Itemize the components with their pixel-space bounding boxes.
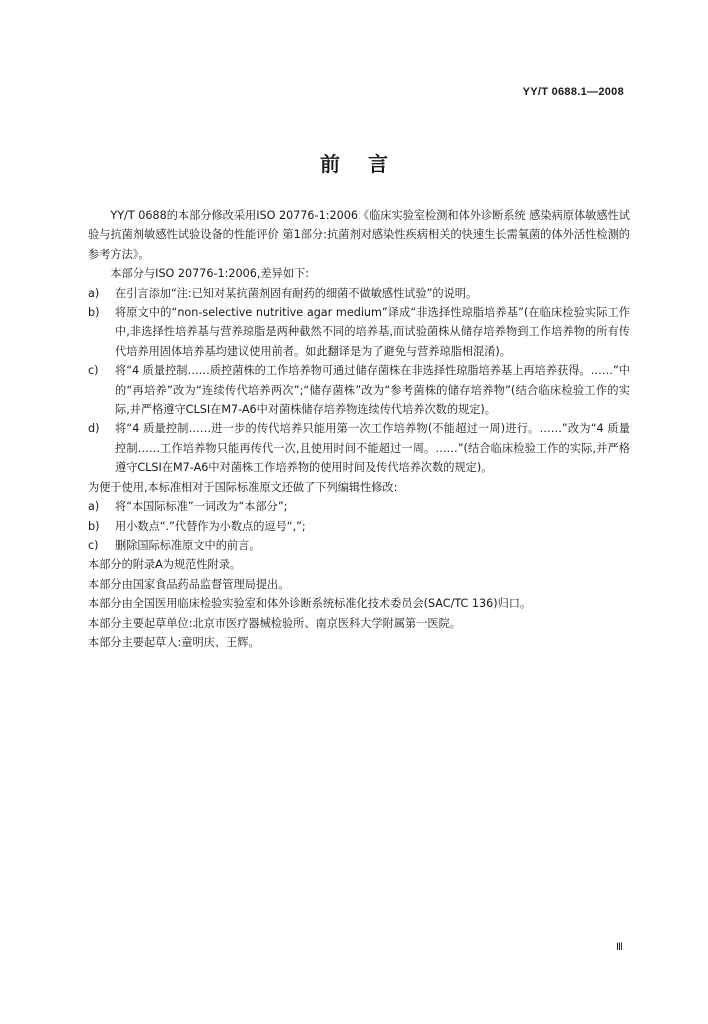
item-label: b): [88, 306, 100, 320]
difference-item-d: [88, 419, 630, 477]
item-text: 将“4 质量控制……进一步的传代培养只能用第一次工作培养物(不能超过一周)进行。……”改为“4 质量控制……工作培养物只能再传代一次,且使用时间不能超过一周。……”(结合临床检验工作的实际,并严格遵守CLSI在M7-A6中对菌株工作培养物的使用时间及传代培养次数的规定)。: [115, 422, 630, 475]
item-label: c): [88, 364, 99, 378]
item-label: a): [88, 286, 100, 300]
page-number: Ⅲ: [616, 942, 623, 953]
item-text: 用小数点“.”代替作为小数点的逗号“,”;: [115, 519, 306, 533]
edits-heading: 为便于使用,本标准相对于国际标准原文还做了下列编辑性修改:: [88, 480, 398, 494]
item-text: 将“本国际标准”一词改为“本部分”;: [115, 500, 288, 514]
standard-code: YY/T 0688.1—2008: [522, 86, 624, 98]
difference-item-c: [88, 361, 630, 419]
item-text: 将原文中的“non-selective nutritive agar medium”译成“非选择性琼脂培养基”(在临床检验实际工作中,非选择性培养基与营养琼脂是两种截然不同的培养基,而试验菌株从储存培养物到工作培养物的所有传代培养用固体培养基均建议使用前者。如此翻译是为了避免与营养琼脂相混淆)。: [115, 306, 630, 358]
differences-heading: 本部分与ISO 20776-1:2006,差异如下:: [110, 267, 309, 281]
difference-item-b: [88, 303, 630, 361]
edit-item-b: [88, 517, 630, 536]
edit-item-c: [88, 536, 630, 555]
item-label: d): [88, 422, 100, 436]
closing-line: 本部分的附录A为规范性附录。: [88, 558, 242, 572]
item-label: c): [88, 538, 99, 552]
intro-paragraph: YY/T 0688的本部分修改采用ISO 20776-1:2006《临床实验室检测和体外诊断系统 感染病原体敏感性试验与抗菌剂敏感性试验设备的性能评价 第1部分:抗菌剂对感染性疾病相关的快速生长需氧菌的体外活性检测的参考方法》。: [88, 209, 630, 261]
item-text: 将“4 质量控制……质控菌株的工作培养物可通过储存菌株在非选择性琼脂培养基上再培养获得。……”中的“再培养”改为“连续传代培养两次”;“储存菌株”改为“参考菌株的储存培养物”(结合临床检验工作的实际,并严格遵守CLSI在M7-A6中对菌株储存培养物连续传代培养次数的规定)。: [115, 364, 630, 417]
item-label: a): [88, 500, 100, 514]
page-title: 前言: [320, 152, 416, 176]
closing-line: 本部分主要起草人:童明庆、王辉。: [88, 635, 260, 649]
difference-item-a: [88, 284, 630, 303]
edit-item-a: [88, 497, 630, 516]
closing-line: 本部分主要起草单位:北京市医疗器械检验所、南京医科大学附属第一医院。: [88, 616, 461, 630]
item-text: 删除国际标准原文中的前言。: [115, 538, 261, 552]
closing-line: 本部分由国家食品药品监督管理局提出。: [88, 577, 290, 591]
item-label: b): [88, 519, 100, 533]
item-text: 在引言添加“注:已知对某抗菌剂固有耐药的细菌不做敏感性试验”的说明。: [115, 286, 478, 300]
closing-line: 本部分由全国医用临床检验实验室和体外诊断系统标准化技术委员会(SAC/TC 136)归口。: [88, 597, 532, 611]
document-body: [88, 206, 630, 652]
